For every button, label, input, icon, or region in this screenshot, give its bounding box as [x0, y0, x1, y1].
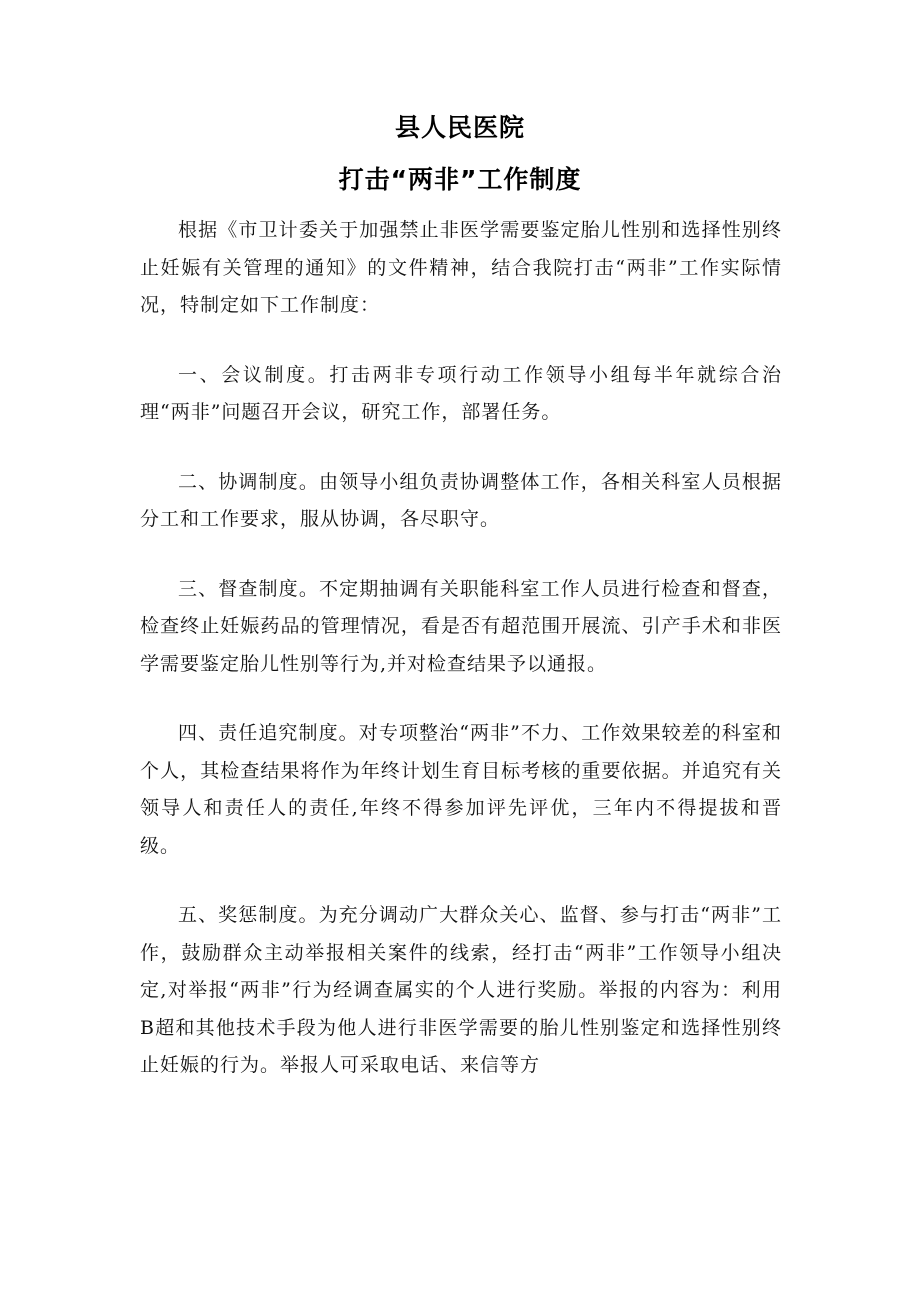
inspection-system-paragraph: 三、督查制度。不定期抽调有关职能科室工作人员进行检查和督查，检查终止妊娠药品的管理情况，看是否有超范围开展流、引产手术和非医学需要鉴定胎儿性别等行为,并对检查结果予以通报。: [140, 577, 782, 675]
document-subtitle: 打击“两非”工作制度: [338, 165, 582, 194]
meeting-system-paragraph: 一、会议制度。打击两非专项行动工作领导小组每半年就综合治理“两非”问题召开会议，研究工作，部署任务。: [140, 363, 782, 423]
accountability-system-paragraph: 四、责任追究制度。对专项整治“两非”不力、工作效果较差的科室和个人，其检查结果将作为年终计划生育目标考核的重要依据。并追究有关领导人和责任人的责任,年终不得参加评先评优，三年内不得提拔和晋级。: [140, 722, 782, 857]
intro-paragraph: 根据《市卫计委关于加强禁止非医学需要鉴定胎儿性别和选择性别终止妊娠有关管理的通知》的文件精神，结合我院打击“两非”工作实际情况，特制定如下工作制度：: [140, 219, 782, 316]
reward-punishment-paragraph: 五、奖惩制度。为充分调动广大群众关心、监督、参与打击“两非”工作，鼓励群众主动举报相关案件的线索，经打击“两非”工作领导小组决定,对举报“两非”行为经调查属实的个人进行奖励。举报的内容为：利用B超和其他技术手段为他人进行非医学需要的胎儿性别鉴定和选择性别终止妊娠的行为。举报人可采取电话、来信等方: [140, 904, 782, 1076]
coordination-system-paragraph: 二、协调制度。由领导小组负责协调整体工作，各相关科室人员根据分工和工作要求，服从协调，各尽职守。: [140, 470, 782, 530]
document-title: 县人民医院: [394, 113, 525, 142]
document-body: [140, 212, 782, 1085]
